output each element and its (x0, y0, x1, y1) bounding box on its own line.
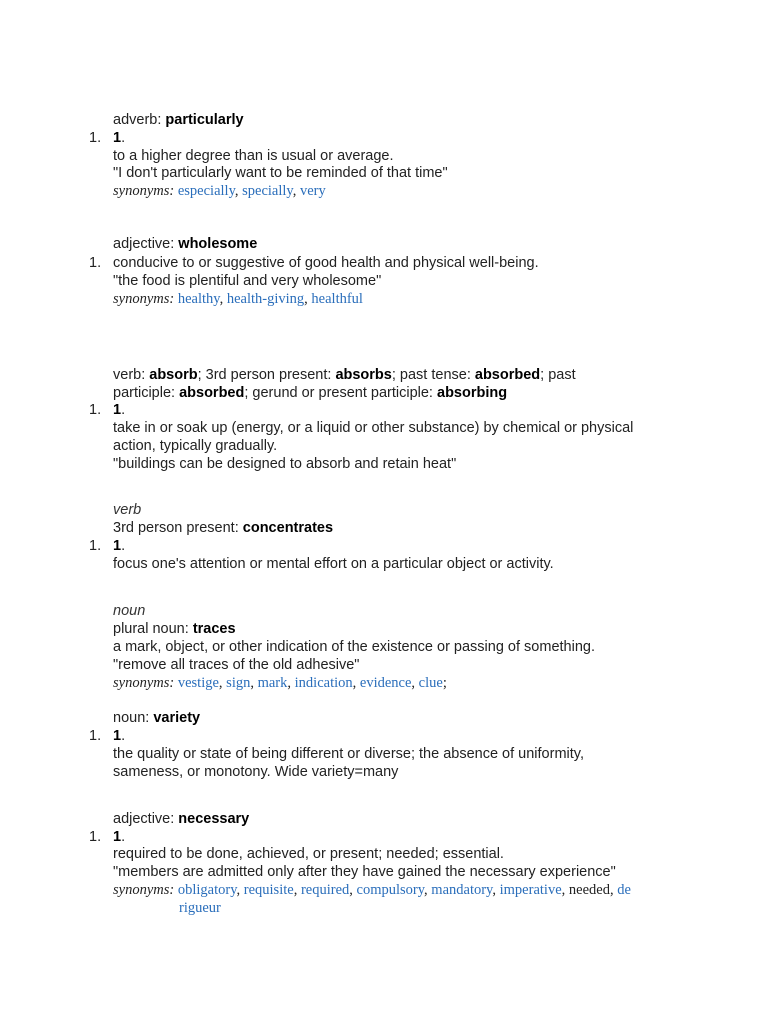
synonym-link[interactable]: health-giving (226, 291, 305, 307)
definition: focus one's attention or mental effort on a particular object or activity. (113, 556, 554, 572)
synonyms-line: synonyms: vestige, sign, mark, indication, evidence, clue; (113, 675, 447, 691)
synonym-link[interactable]: obligatory (177, 882, 237, 898)
definition-line-2: sameness, or monotony. Wide variety=many (113, 764, 399, 780)
definition: required to be done, achieved, or present; needed; essential. (113, 846, 504, 862)
part-of-speech-label: verb (113, 502, 142, 518)
sense-number (113, 129, 125, 147)
sense-index: 1 (113, 130, 122, 146)
example: "buildings can be designed to absorb and retain heat" (113, 456, 457, 472)
form-label: ; gerund or present participle: (244, 385, 437, 401)
synonyms-label: synonyms: (113, 291, 175, 307)
entry-header (113, 810, 249, 828)
list-number: 1. (89, 728, 102, 744)
list-number: 1. (89, 255, 102, 271)
entry-header (113, 620, 236, 638)
headword: concentrates (242, 520, 334, 536)
synonym-plain: needed (568, 882, 610, 898)
part-of-speech: adverb: (113, 112, 166, 128)
synonym-link[interactable]: specially (242, 183, 293, 199)
form-word: absorbing (437, 385, 508, 401)
form-label: plural noun: (113, 621, 193, 637)
synonym-link[interactable]: indication (294, 675, 353, 691)
part-of-speech: adjective: (113, 811, 179, 827)
sense-index: 1 (113, 829, 122, 845)
list-number: 1. (89, 538, 102, 554)
sense-number (113, 537, 125, 555)
sense-dot: . (121, 538, 126, 554)
entry-header (113, 111, 244, 129)
synonyms-line: synonyms: healthy, health-giving, healthful (113, 291, 363, 307)
form-word: absorbs (335, 367, 392, 383)
form-label: ; past tense: (391, 367, 475, 383)
example: "the food is plentiful and very wholesome" (113, 273, 382, 289)
sense-number (113, 727, 125, 745)
synonyms-line-wrap (179, 899, 221, 917)
synonyms-line: synonyms: especially, specially, very (113, 183, 326, 199)
synonym-link[interactable]: required (300, 882, 350, 898)
synonym-link[interactable]: rigueur (179, 900, 221, 916)
sense-dot: . (121, 728, 126, 744)
synonym-link[interactable]: sign (226, 675, 251, 691)
definition: a mark, object, or other indication of the existence or passing of something. (113, 639, 595, 655)
synonym-link[interactable]: de (617, 882, 631, 898)
sense-dot: . (121, 402, 126, 418)
sense-dot: . (121, 829, 126, 845)
headword: variety (153, 710, 201, 726)
definition: to a higher degree than is usual or average. (113, 148, 394, 164)
form-label: ; 3rd person present: (197, 367, 336, 383)
sense-index: 1 (113, 728, 122, 744)
part-of-speech: adjective: (113, 236, 179, 252)
list-number: 1. (89, 402, 102, 418)
synonyms-end: ; (442, 675, 447, 691)
definition-line-1: take in or soak up (energy, or a liquid or other substance) by chemical or physical (113, 420, 634, 436)
example: "remove all traces of the old adhesive" (113, 657, 360, 673)
sense-index: 1 (113, 402, 122, 418)
headword: absorb (149, 367, 198, 383)
synonym-link[interactable]: especially (177, 183, 235, 199)
sense-index: 1 (113, 538, 122, 554)
form-label: participle: (113, 385, 180, 401)
entry-header (113, 709, 200, 727)
sense-dot: . (121, 130, 126, 146)
headword: traces (192, 621, 236, 637)
part-of-speech-label: noun (113, 603, 146, 619)
synonym-link[interactable]: healthy (177, 291, 220, 307)
sense-number (113, 828, 125, 846)
entry-header-line-1 (113, 366, 576, 384)
entry-header-line-2 (113, 384, 507, 402)
headword: particularly (165, 112, 244, 128)
synonym-link[interactable]: requisite (243, 882, 294, 898)
headword: necessary (178, 811, 250, 827)
synonym-link[interactable]: vestige (177, 675, 219, 691)
part-of-speech: verb: (113, 367, 150, 383)
form-label: 3rd person present: (113, 520, 243, 536)
list-number: 1. (89, 130, 102, 146)
synonyms-label: synonyms: (113, 183, 175, 199)
synonym-link[interactable]: mandatory (431, 882, 493, 898)
form-word: absorbed (179, 385, 245, 401)
synonym-link[interactable]: mark (257, 675, 288, 691)
synonym-link[interactable]: healthful (311, 291, 363, 307)
synonyms-line: synonyms: obligatory, requisite, required, compulsory, mandatory, imperative, needed, de (113, 882, 631, 898)
form-word: absorbed (474, 367, 541, 383)
headword: wholesome (178, 236, 258, 252)
example: "I don't particularly want to be reminded of that time" (113, 165, 448, 181)
example: "members are admitted only after they have gained the necessary experience" (113, 864, 616, 880)
synonym-link[interactable]: compulsory (356, 882, 425, 898)
synonym-link[interactable]: very (299, 183, 326, 199)
synonym-link[interactable]: evidence (359, 675, 412, 691)
definition: conducive to or suggestive of good health and physical well-being. (113, 255, 539, 271)
entry-header (113, 235, 257, 253)
synonym-link[interactable]: imperative (499, 882, 562, 898)
list-number: 1. (89, 829, 102, 845)
entry-header (113, 519, 333, 537)
definition-line-2: action, typically gradually. (113, 438, 278, 454)
form-label: ; past (540, 367, 576, 383)
part-of-speech: noun: (113, 710, 154, 726)
sense-number (113, 401, 125, 419)
definition-line-1: the quality or state of being different or diverse; the absence of uniformity, (113, 746, 584, 762)
synonym-link[interactable]: clue (418, 675, 443, 691)
synonyms-label: synonyms: (113, 675, 175, 691)
synonyms-label: synonyms: (113, 882, 175, 898)
